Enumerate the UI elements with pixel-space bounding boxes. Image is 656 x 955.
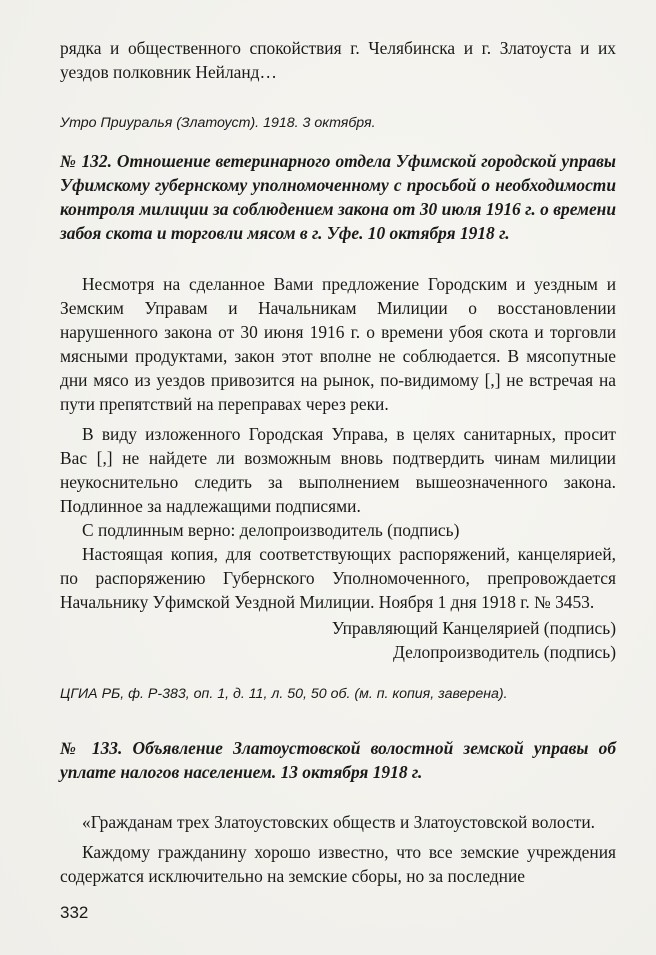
document-133-heading: № 133. Объявление Златоустовской волостной земской управы об уплате налогов населением. 13 октября 1918 г.: [60, 738, 616, 782]
document-132-paragraph-4: Настоящая копия, для соответствующих распоряжений, канцелярией, по распоряжению Губернского Уполномоченного, препровождается Начальнику Уфимской Уездной Милиции. Ноября 1 дня 1918 г. № 3453.: [60, 544, 616, 612]
signature-chancellery-head: Управляющий Канцелярией (подпись): [331, 618, 616, 638]
document-132-paragraph-2: В виду изложенного Городская Управа, в целях санитарных, просит Вас [,] не найдете ли возможным вновь подтвердить чинам милиции неукоснительно следить за выполнением вышеозначенного закона. Подлинное за надлежащими подписями.: [60, 424, 616, 516]
top-fragment-block: [60, 36, 616, 84]
document-132-heading-block: [60, 149, 616, 245]
document-132-heading: № 132. Отношение ветеринарного отдела Уфимской городской управы Уфимскому губернскому уполномоченному с просьбой о необходимости контроля милиции за соблюдением закона от 30 июля 1916 г. о времени забоя скота и торговли мясом в г. Уфе. 10 октября 1918 г.: [60, 151, 616, 243]
source-citation-1-block: [60, 114, 616, 132]
source-citation-2: ЦГИА РБ, ф. Р-383, оп. 1, д. 11, л. 50, 50 об. (м. п. копия, заверена).: [60, 686, 508, 702]
signature-clerk: Делопроизводитель (подпись): [393, 642, 616, 662]
top-fragment: рядка и общественного спокойствия г. Челябинска и г. Златоуста и их уездов полковник Нейланд…: [60, 38, 616, 82]
document-133-body: [60, 810, 616, 888]
document-133-heading-block: [60, 736, 616, 784]
source-citation-1: Утро Приуралья (Златоуст). 1918. 3 октября.: [60, 115, 376, 131]
page-number: 332: [60, 903, 89, 922]
source-citation-2-block: [60, 685, 616, 703]
document-133-paragraph-2: Каждому гражданину хорошо известно, что все земские учреждения содержатся исключительно на земские сборы, но за последние: [60, 842, 616, 886]
document-132-paragraph-1: Несмотря на сделанное Вами предложение Городским и уездным и Земским Управам и Начальникам Милиции о восстановлении нарушенного закона от 30 июня 1916 г. о времени убоя скота и торговли мясными продуктами, закон этот вполне не соблюдается. В мясопутные дни мясо из уездов привозится на рынок, по-видимому [,] не встречая на пути препятствий на переправах через реки.: [60, 274, 616, 414]
document-133-paragraph-1: «Гражданам трех Златоустовских обществ и Златоустовской волости.: [82, 812, 596, 832]
document-132-paragraph-3: С подлинным верно: делопроизводитель (подпись): [82, 520, 460, 540]
document-132-body: [60, 272, 616, 664]
